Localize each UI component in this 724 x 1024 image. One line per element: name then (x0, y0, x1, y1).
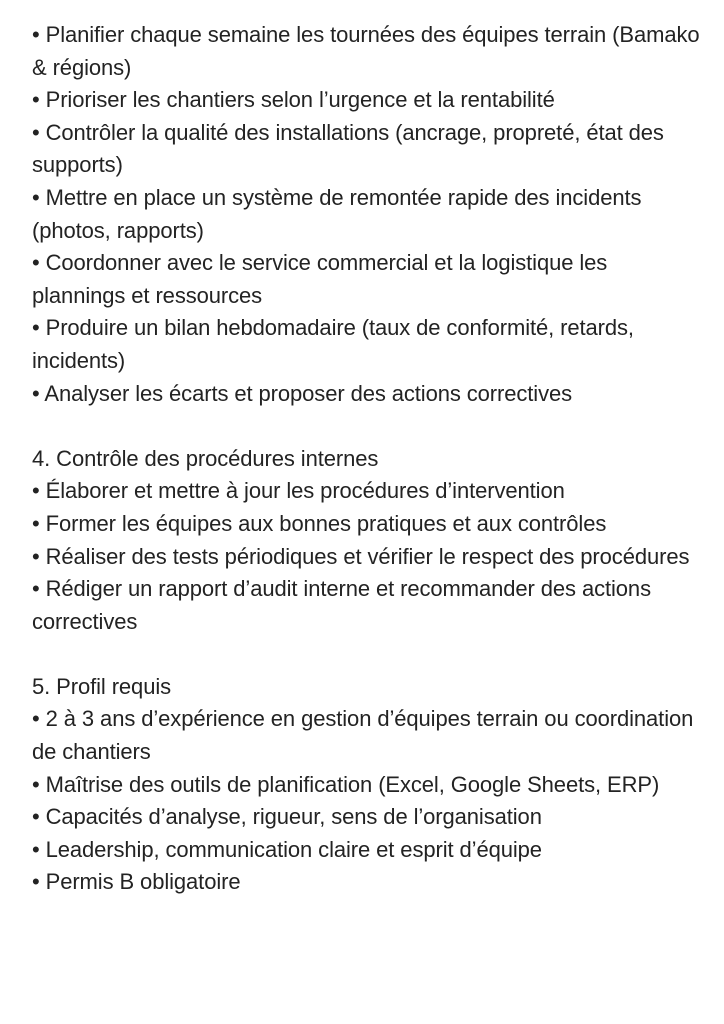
list-item: • Permis B obligatoire (32, 869, 241, 895)
list-item: • Analyser les écarts et proposer des actions correctives (32, 380, 573, 406)
list-item: • Contrôler la qualité des installations (ancrage, propreté, état des supports) (32, 119, 664, 178)
section-procedures (32, 443, 700, 639)
list-item: • Capacités d’analyse, rigueur, sens de l’organisation (32, 804, 542, 830)
list-item: • Former les équipes aux bonnes pratiques et aux contrôles (32, 510, 607, 536)
list-item: • Prioriser les chantiers selon l’urgence et la rentabilité (32, 87, 555, 113)
section-heading: 5. Profil requis (32, 673, 172, 699)
section-heading: 4. Contrôle des procédures internes (32, 445, 379, 471)
section-missions (32, 19, 700, 410)
list-item: • 2 à 3 ans d’expérience en gestion d’équipes terrain ou coordination de chantiers (32, 706, 694, 765)
section-profile (32, 671, 700, 899)
list-item: • Mettre en place un système de remontée rapide des incidents (photos, rapports) (32, 184, 642, 243)
document-body (32, 19, 700, 899)
list-item: • Maîtrise des outils de planification (Excel, Google Sheets, ERP) (32, 771, 660, 797)
list-item: • Rédiger un rapport d’audit interne et recommander des actions correctives (32, 576, 651, 634)
list-item: • Réaliser des tests périodiques et vérifier le respect des procédures (32, 543, 690, 569)
list-item: • Élaborer et mettre à jour les procédures d’intervention (32, 478, 565, 504)
list-item: • Coordonner avec le service commercial et la logistique les plannings et ressources (32, 250, 608, 308)
list-item: • Planifier chaque semaine les tournées des équipes terrain (Bamako & régions) (32, 22, 700, 80)
list-item: • Leadership, communication claire et esprit d’équipe (32, 836, 542, 862)
list-item: • Produire un bilan hebdomadaire (taux de conformité, retards, incidents) (32, 315, 634, 373)
